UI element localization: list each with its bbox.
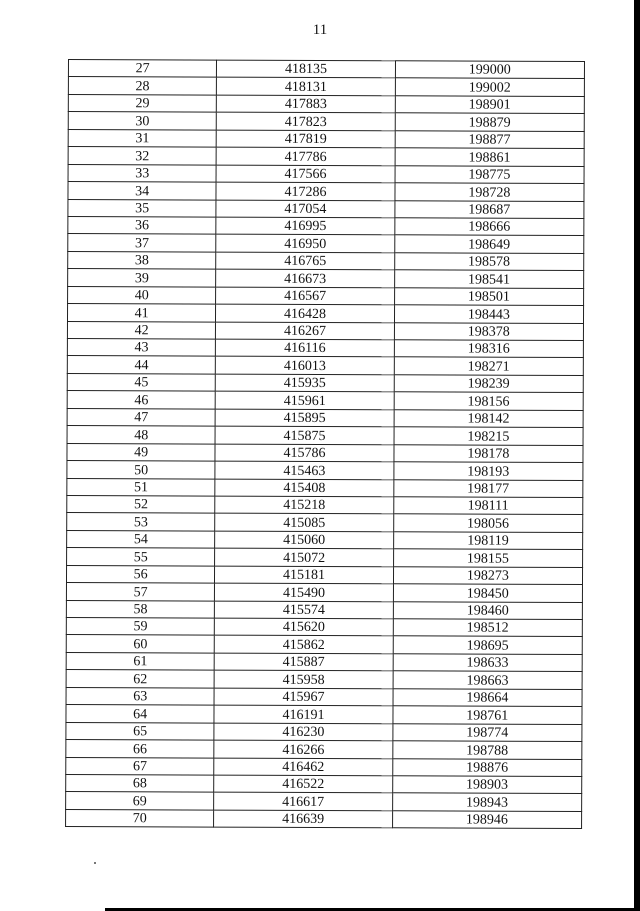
x-coordinate-cell: 415072: [215, 548, 393, 566]
table-row: [66, 809, 582, 828]
y-coordinate-cell: 198378: [394, 322, 583, 340]
x-coordinate-cell: 416995: [216, 217, 394, 235]
point-number-cell: 39: [68, 269, 216, 287]
y-coordinate-cell: 198649: [394, 235, 583, 253]
y-coordinate-cell: 198774: [393, 723, 582, 741]
point-number-cell: 38: [68, 251, 216, 269]
table-row: [67, 461, 583, 480]
table-row: [68, 112, 584, 131]
x-coordinate-cell: 417883: [217, 95, 395, 113]
table-row: [67, 373, 583, 392]
point-number-cell: 65: [66, 722, 214, 740]
table-row: [67, 426, 583, 445]
point-number-cell: 64: [66, 705, 214, 723]
table-row: [68, 60, 584, 79]
scan-edge-right: [634, 0, 640, 911]
table-row: [68, 147, 584, 166]
point-number-cell: 30: [68, 112, 216, 130]
table-row: [66, 583, 582, 602]
y-coordinate-cell: 198501: [394, 287, 583, 305]
point-number-cell: 53: [67, 513, 215, 531]
y-coordinate-cell: 198443: [394, 305, 583, 323]
point-number-cell: 43: [67, 338, 215, 356]
table-row: [67, 478, 583, 497]
y-coordinate-cell: 198946: [392, 811, 581, 829]
point-number-cell: 48: [67, 426, 215, 444]
y-coordinate-cell: 198901: [395, 96, 584, 114]
point-number-cell: 70: [66, 809, 214, 827]
point-number-cell: 57: [66, 583, 214, 601]
x-coordinate-cell: 416191: [214, 705, 392, 723]
table-row: [66, 757, 582, 776]
table-row: [67, 338, 583, 357]
x-coordinate-cell: 415935: [216, 374, 394, 392]
table-row: [66, 617, 582, 636]
point-number-cell: 51: [67, 478, 215, 496]
x-coordinate-cell: 416267: [216, 322, 394, 340]
x-coordinate-cell: 416567: [216, 287, 394, 305]
x-coordinate-cell: 418131: [217, 78, 395, 96]
table-row: [67, 408, 583, 427]
x-coordinate-cell: 415786: [215, 444, 393, 462]
x-coordinate-cell: 416462: [214, 758, 392, 776]
table-row: [67, 495, 583, 514]
x-coordinate-cell: 417286: [216, 182, 394, 200]
x-coordinate-cell: 415408: [215, 479, 393, 497]
y-coordinate-cell: 198695: [393, 636, 582, 654]
point-number-cell: 42: [67, 321, 215, 339]
table-row: [67, 356, 583, 375]
scan-speck: [94, 862, 96, 864]
x-coordinate-cell: 417566: [216, 165, 394, 183]
point-number-cell: 62: [66, 670, 214, 688]
point-number-cell: 27: [68, 60, 216, 78]
y-coordinate-cell: 198156: [394, 392, 583, 410]
x-coordinate-cell: 416266: [214, 740, 392, 758]
point-number-cell: 58: [66, 600, 214, 618]
point-number-cell: 50: [67, 461, 215, 479]
table-row: [68, 216, 584, 235]
coordinates-table: [65, 59, 585, 829]
y-coordinate-cell: 198111: [393, 497, 582, 515]
point-number-cell: 28: [68, 77, 216, 95]
y-coordinate-cell: 198460: [393, 601, 582, 619]
table-row: [67, 548, 583, 567]
x-coordinate-cell: 417819: [217, 130, 395, 148]
table-row: [68, 129, 584, 148]
x-coordinate-cell: 415218: [215, 496, 393, 514]
x-coordinate-cell: 415490: [215, 583, 393, 601]
point-number-cell: 63: [66, 687, 214, 705]
x-coordinate-cell: 415862: [215, 636, 393, 654]
table-row: [66, 670, 582, 689]
x-coordinate-cell: 415463: [215, 461, 393, 479]
y-coordinate-cell: 198903: [392, 776, 581, 794]
x-coordinate-cell: 416428: [216, 304, 394, 322]
y-coordinate-cell: 198578: [394, 253, 583, 271]
table-row: [66, 740, 582, 759]
y-coordinate-cell: 198193: [394, 462, 583, 480]
y-coordinate-cell: 198215: [394, 427, 583, 445]
y-coordinate-cell: 198943: [392, 793, 581, 811]
x-coordinate-cell: 416116: [216, 339, 394, 357]
table-row: [68, 286, 584, 305]
y-coordinate-cell: 198512: [393, 619, 582, 637]
table-row: [68, 269, 584, 288]
point-number-cell: 34: [68, 182, 216, 200]
y-coordinate-cell: 198142: [394, 410, 583, 428]
point-number-cell: 41: [67, 304, 215, 322]
table-row: [68, 77, 584, 96]
table-row: [66, 687, 582, 706]
y-coordinate-cell: 198664: [393, 689, 582, 707]
y-coordinate-cell: 198271: [394, 357, 583, 375]
x-coordinate-cell: 415085: [215, 513, 393, 531]
point-number-cell: 47: [67, 408, 215, 426]
y-coordinate-cell: 198788: [393, 741, 582, 759]
y-coordinate-cell: 198119: [393, 532, 582, 550]
x-coordinate-cell: 415967: [214, 688, 392, 706]
y-coordinate-cell: 199002: [395, 78, 584, 96]
y-coordinate-cell: 198761: [393, 706, 582, 724]
x-coordinate-cell: 416639: [214, 810, 392, 828]
x-coordinate-cell: 415620: [215, 618, 393, 636]
table-row: [67, 530, 583, 549]
x-coordinate-cell: 415895: [215, 409, 393, 427]
y-coordinate-cell: 198155: [393, 549, 582, 567]
y-coordinate-cell: 198687: [395, 200, 584, 218]
table-row: [67, 513, 583, 532]
table-row: [66, 722, 582, 741]
table-row: [67, 304, 583, 323]
x-coordinate-cell: 415574: [215, 601, 393, 619]
table-row: [67, 443, 583, 462]
x-coordinate-cell: 415181: [215, 566, 393, 584]
x-coordinate-cell: 417054: [216, 200, 394, 218]
point-number-cell: 67: [66, 757, 214, 775]
x-coordinate-cell: 416522: [214, 775, 392, 793]
x-coordinate-cell: 416617: [214, 792, 392, 810]
table-row: [66, 635, 582, 654]
x-coordinate-cell: 415961: [216, 391, 394, 409]
table-row: [66, 600, 582, 619]
point-number-cell: 45: [67, 373, 215, 391]
x-coordinate-cell: 416673: [216, 269, 394, 287]
point-number-cell: 61: [66, 652, 214, 670]
table-row: [66, 792, 582, 811]
x-coordinate-cell: 415958: [214, 670, 392, 688]
y-coordinate-cell: 198861: [395, 148, 584, 166]
y-coordinate-cell: 198879: [395, 113, 584, 131]
table-body: [66, 60, 585, 829]
y-coordinate-cell: 198876: [392, 758, 581, 776]
x-coordinate-cell: 417823: [217, 112, 395, 130]
y-coordinate-cell: 198666: [395, 218, 584, 236]
table-row: [67, 321, 583, 340]
x-coordinate-cell: 415887: [214, 653, 392, 671]
point-number-cell: 59: [66, 617, 214, 635]
point-number-cell: 69: [66, 792, 214, 810]
point-number-cell: 46: [67, 391, 215, 409]
point-number-cell: 36: [68, 216, 216, 234]
x-coordinate-cell: 418135: [217, 60, 395, 78]
table-row: [66, 774, 582, 793]
point-number-cell: 40: [68, 286, 216, 304]
x-coordinate-cell: 415875: [215, 426, 393, 444]
y-coordinate-cell: 198775: [395, 165, 584, 183]
table-row: [68, 199, 584, 218]
y-coordinate-cell: 198316: [394, 340, 583, 358]
x-coordinate-cell: 416013: [216, 357, 394, 375]
point-number-cell: 55: [67, 548, 215, 566]
point-number-cell: 60: [66, 635, 214, 653]
point-number-cell: 56: [66, 565, 214, 583]
y-coordinate-cell: 198663: [393, 671, 582, 689]
point-number-cell: 52: [67, 495, 215, 513]
point-number-cell: 29: [68, 94, 216, 112]
y-coordinate-cell: 198178: [394, 444, 583, 462]
y-coordinate-cell: 198239: [394, 375, 583, 393]
y-coordinate-cell: 198273: [393, 566, 582, 584]
point-number-cell: 32: [68, 147, 216, 165]
point-number-cell: 68: [66, 774, 214, 792]
table-row: [68, 94, 584, 113]
y-coordinate-cell: 198177: [394, 479, 583, 497]
table-row: [68, 164, 584, 183]
point-number-cell: 35: [68, 199, 216, 217]
x-coordinate-cell: 416950: [216, 234, 394, 252]
table-row: [68, 182, 584, 201]
point-number-cell: 66: [66, 740, 214, 758]
y-coordinate-cell: 199000: [395, 61, 584, 79]
x-coordinate-cell: 417786: [216, 147, 394, 165]
y-coordinate-cell: 198633: [393, 654, 582, 672]
point-number-cell: 31: [68, 129, 216, 147]
x-coordinate-cell: 415060: [215, 531, 393, 549]
table-row: [68, 234, 584, 253]
table-row: [66, 565, 582, 584]
y-coordinate-cell: 198877: [395, 131, 584, 149]
y-coordinate-cell: 198541: [394, 270, 583, 288]
table-row: [66, 705, 582, 724]
page-number: 11: [312, 22, 328, 38]
y-coordinate-cell: 198728: [395, 183, 584, 201]
table-row: [67, 391, 583, 410]
y-coordinate-cell: 198450: [393, 584, 582, 602]
y-coordinate-cell: 198056: [393, 514, 582, 532]
x-coordinate-cell: 416765: [216, 252, 394, 270]
point-number-cell: 44: [67, 356, 215, 374]
point-number-cell: 49: [67, 443, 215, 461]
point-number-cell: 37: [68, 234, 216, 252]
point-number-cell: 54: [67, 530, 215, 548]
table-row: [68, 251, 584, 270]
x-coordinate-cell: 416230: [214, 723, 392, 741]
point-number-cell: 33: [68, 164, 216, 182]
table-row: [66, 652, 582, 671]
